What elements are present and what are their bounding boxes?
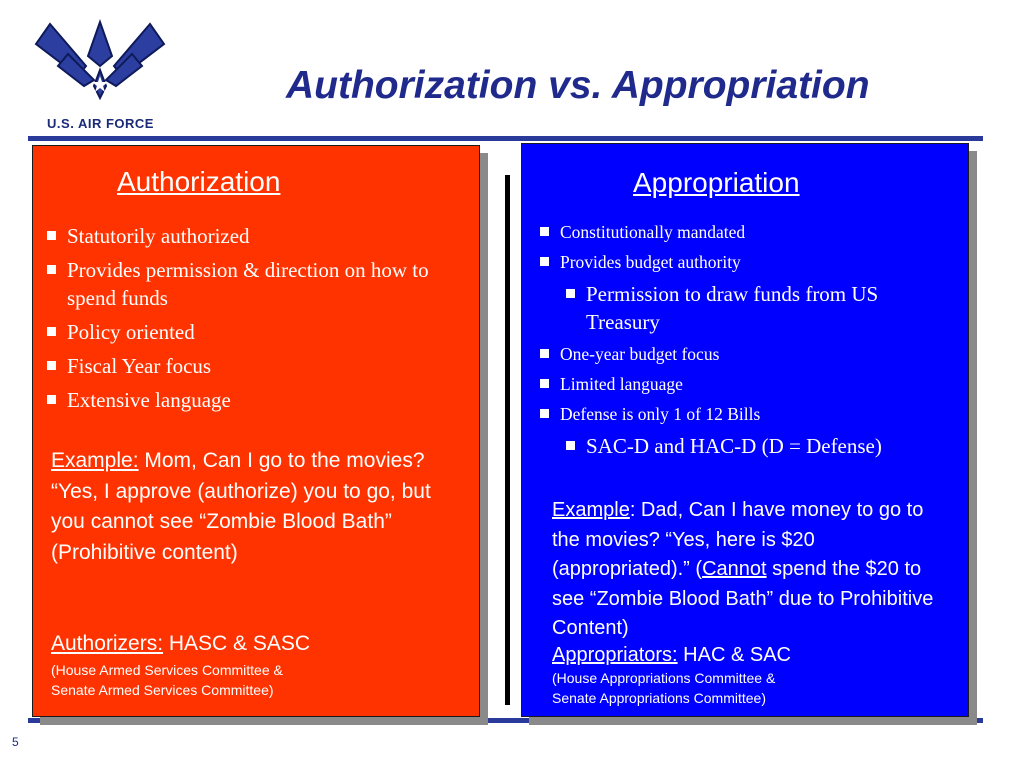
air-force-wings-icon <box>28 14 173 114</box>
bullet-text: Fiscal Year focus <box>67 354 212 378</box>
bullet-icon <box>540 257 549 266</box>
page-number: 5 <box>12 735 19 749</box>
bullet-icon <box>540 409 549 418</box>
bullet-icon <box>566 289 575 298</box>
list-item <box>45 352 465 380</box>
air-force-logo <box>28 14 173 136</box>
bullet-text: Limited language <box>560 374 683 394</box>
appropriation-heading: Appropriation <box>633 167 800 198</box>
bullet-icon <box>47 361 56 370</box>
bullet-text: SAC-D and HAC-D (D = Defense) <box>586 434 882 458</box>
page-title: Authorization vs. Appropriation <box>286 64 870 107</box>
authorizers-note <box>51 660 451 700</box>
list-item <box>538 402 958 426</box>
bullet-icon <box>566 441 575 450</box>
authorizers-note-line-2: Senate Armed Services Committee) <box>51 682 274 698</box>
bullet-text: Statutorily authorized <box>67 224 250 248</box>
bullet-text: Policy oriented <box>67 320 195 344</box>
authorization-heading: Authorization <box>117 166 281 197</box>
bullet-icon <box>540 227 549 236</box>
example-text-1: : Dad, Can I have money to go to the movies? “Yes, here is $20 (appropriated).” ( <box>552 499 924 580</box>
bullet-text: One-year budget focus <box>560 344 720 364</box>
list-item <box>538 220 958 244</box>
authorizers-line <box>51 630 451 658</box>
bullet-icon <box>540 379 549 388</box>
bullet-icon <box>47 395 56 404</box>
bullet-icon <box>47 327 56 336</box>
list-item-sub <box>564 432 966 460</box>
list-item <box>45 386 465 414</box>
example-text-2: spend the $20 to see “Zombie Blood Bath” due to Prohibitive Content) <box>552 558 934 639</box>
bullet-icon <box>47 265 56 274</box>
example-cannot: Cannot <box>702 558 767 580</box>
authorization-example <box>51 446 431 568</box>
appropriation-example <box>552 496 952 644</box>
example-label: Example <box>552 499 630 521</box>
bullet-text: Provides permission & direction on how to spend funds <box>67 258 429 310</box>
list-item <box>538 342 958 366</box>
authorizers-note-line-1: (House Armed Services Committee & <box>51 662 283 678</box>
authorization-panel <box>32 145 480 717</box>
bullet-text: Constitutionally mandated <box>560 222 746 242</box>
bullet-text: Defense is only 1 of 12 Bills <box>560 404 761 424</box>
list-item <box>538 372 958 396</box>
list-item <box>538 250 958 274</box>
authorization-bullets <box>45 222 465 420</box>
authorizers-label: Authorizers: <box>51 632 164 655</box>
appropriation-bullets <box>538 220 958 466</box>
list-item-sub <box>564 280 946 336</box>
header-rule <box>28 136 983 141</box>
list-item <box>45 256 465 312</box>
appropriators-label: Appropriators: <box>552 644 678 666</box>
authorizers-text: HASC & SASC <box>163 632 311 655</box>
appropriation-panel <box>521 143 969 717</box>
list-item <box>45 318 465 346</box>
appropriators-note-line-2: Senate Appropriations Committee) <box>552 690 766 706</box>
column-divider <box>505 175 510 705</box>
bullet-text: Extensive language <box>67 388 231 412</box>
bullet-icon <box>540 349 549 358</box>
example-label: Example: <box>51 449 139 472</box>
appropriators-text: HAC & SAC <box>677 644 791 666</box>
logo-text: U.S. AIR FORCE <box>47 116 154 131</box>
appropriators-note-line-1: (House Appropriations Committee & <box>552 670 776 686</box>
bullet-text: Permission to draw funds from US Treasury <box>586 282 879 334</box>
appropriators-line <box>552 642 952 668</box>
list-item <box>45 222 465 250</box>
example-text: Mom, Can I go to the movies? “Yes, I approve (authorize) you to go, but you cannot see “Zombie Blood Bath” (Prohibitive content) <box>51 449 431 564</box>
bullet-text: Provides budget authority <box>560 252 741 272</box>
appropriators-note <box>552 668 952 708</box>
bullet-icon <box>47 231 56 240</box>
